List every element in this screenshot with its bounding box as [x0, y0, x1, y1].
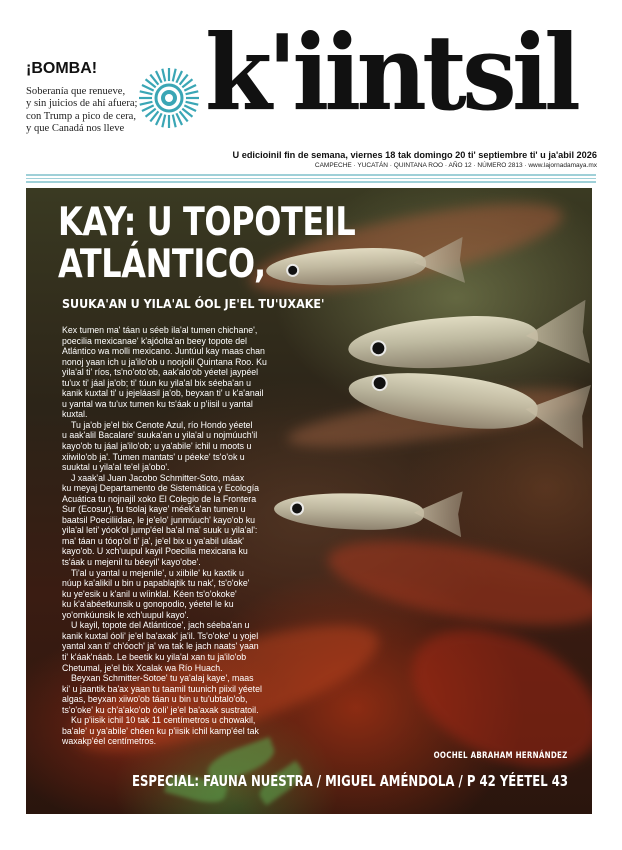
sun-ray: [184, 85, 196, 91]
sun-ray: [186, 102, 199, 105]
bomba-title: ¡BOMBA!: [26, 60, 98, 77]
sun-ray: [186, 91, 199, 94]
cover-subheadline: SUUKA'AN U YILA'AL ÓOL JE'EL TU'UXAKE': [62, 296, 325, 311]
article-line: kayo'ob. U xch'uupul kayil Poecilia mexicana ku: [62, 546, 248, 557]
header-divider: [26, 172, 596, 183]
article-line: u aak'alil Bacalare' suuka'an u yila'al u nojmúuch'il: [62, 430, 258, 441]
article-line: ku meyaj Departamento de Sistemática y Ecología: [62, 483, 260, 494]
article-line: núup ka'alikil u bin u papablajtik tu nak', ts'o'oke': [62, 578, 250, 589]
article-line: Atlántico wa molli mexicano. Juntúul kay maas chan: [62, 346, 265, 357]
sun-ray: [156, 71, 162, 83]
sun-ray: [142, 105, 154, 111]
sun-ray: [156, 113, 162, 125]
sun-ray: [184, 105, 196, 111]
article-line: yila'al leti' yóok'ol jump'éel ba'al ma' suuk u yila'al':: [62, 525, 258, 536]
fish-4: [273, 485, 465, 540]
article-line: suuktal u yila'al te'el ja'obo'.: [62, 462, 170, 473]
article-line: Kex tumen ma' táan u séeb ila'al tumen chichane',: [62, 325, 258, 335]
article-line: Ti'al u yantal u mejenile', u xiibile' ku kaxtik u: [71, 567, 244, 578]
sun-logo-icon: [137, 66, 201, 130]
article-line: ma' táan u tóop'ol ti' ja', je'el bix u ya'abil uláak': [62, 535, 244, 546]
masthead-logo[interactable]: k'iintsil: [205, 11, 577, 134]
verse-line: y sin juicios de ahí afuera;: [26, 98, 138, 110]
article-line: kanik kuxtal ti' u jejeláasil ja'ob, beyxan ti' u k'a'anail: [62, 388, 264, 399]
sun-ray: [140, 91, 153, 94]
article-line: Acuática tu nojnajil xoko El Colegio de la Frontera: [62, 493, 257, 504]
article-line: kuxtal.: [62, 409, 88, 420]
article-line: yo'omkúunsik le xch'uupul kayo'.: [62, 609, 189, 620]
article-body: [62, 325, 284, 747]
edition-line: U edicioinil fin de semana, viernes 18 tak domingo 20 ti' septiembre ti' u ja'abil 2026: [232, 150, 597, 160]
sun-ray: [176, 113, 182, 125]
article-line: Chetumal, je'el bix Xcalak wa Río Huach.: [62, 662, 223, 673]
verse-line: Soberanía que renueve,: [26, 86, 126, 97]
cover-headline: [58, 202, 355, 286]
article-line: U kayil, topote del Atlánticoe', jach séeba'an u: [71, 620, 250, 631]
photo-credit: OOCHEL ABRAHAM HERNÁNDEZ: [434, 750, 568, 760]
article-line: ts'o'oke' ku ch'a'ako'ob óoli' je'el ba'axak sustratoil.: [62, 704, 259, 715]
article-line: baatsil Poeciliidae, le je'elo' junmúuch' kayo'ob ku: [62, 514, 256, 525]
verse-line: con Trump a pico de cera,: [26, 110, 137, 122]
headline-line: ATLÁNTICO,: [58, 242, 266, 287]
sun-ray: [140, 102, 153, 105]
article-line: yila'al ti' ríos, ts'no'oto'ob, aak'alo'ob yéetel jaypéel: [62, 367, 259, 378]
article-line: u yantal wa tu'ux tumen ku ts'áak u p'iisil u yantal: [62, 398, 253, 409]
article-line: xiiwilo'ob ja'. Tumen mantats' u péeke' ts'o'ok u: [62, 451, 245, 462]
article-line: ku k'a'abéetkunsik u gonopodio, yéetel le ku: [62, 599, 234, 610]
article-line: poecilia mexicanae' k'ajóolta'an beey topote del: [62, 335, 248, 346]
article-line: algas, beyxan xiiwo'ob táan u bin u tu'ubtalo'ob,: [62, 694, 248, 705]
article-line: tu'ux ti' jáal ja'ob; ti' túun ku yila'al bix séeba'an u: [62, 377, 252, 388]
article-line: ku ye'esik u k'anil u wíinklal. Kéen ts'o'okoke': [62, 588, 237, 599]
bomba-verse: [26, 86, 144, 136]
article-line: ti' k'áak'náab. Le beetik ku yila'al xan tu ja'ilo'ob: [62, 651, 247, 662]
article-line: kanik kuxtal óoli' je'el ba'axak' ja'il. Ts'o'oke' u yojel: [62, 630, 259, 641]
article-line: Beyxan Schmitter-Sotoe' tu ya'alaj kaye', maas: [71, 673, 254, 684]
sun-ray: [176, 71, 182, 83]
sun-ray: [173, 115, 176, 128]
cover-photo: [26, 188, 592, 814]
sun-ray: [162, 115, 165, 128]
article-line: ba'ale' u ya'abile' chéen ku p'iisik ichil kamp'éel tak: [62, 725, 259, 736]
article-line: J xaak'al Juan Jacobo Schmitter-Soto, máax: [71, 472, 245, 483]
article-line: Ku p'iisik ichil 10 tak 11 centímetros u chowakil,: [71, 715, 256, 726]
article-line: kayo'ob tu jáal ja'ilo'ob; u ya'abile' ichil u moots u: [62, 441, 252, 452]
article-line: Tu ja'ob je'el bix Cenote Azul, río Hondo yéetel: [71, 419, 253, 430]
sun-ray: [142, 85, 154, 91]
article-line: ki' u jaantik ba'ax yaan tu taamil tuunich piixil yéetel: [62, 683, 262, 694]
article-line: Sur (Ecosur), tu tsolaj kaye' méek'a'an tumen u: [62, 504, 246, 515]
publication-info-line: CAMPECHE · YUCATÁN · QUINTANA ROO · AÑO 12 · NÚMERO 2813 · www.lajornadamaya.mx: [314, 162, 597, 169]
article-line: yantal xan ti' ch'óoch' ja' wa tak le jach naats' yaan: [62, 641, 259, 652]
article-line: ts'áak u mejenil tu béeyil' kayo'obe'.: [62, 557, 201, 568]
verse-line: y que Canadá nos lleve: [26, 123, 125, 135]
headline-line: KAY: U TOPOTEIL: [58, 200, 356, 245]
special-section-line[interactable]: ESPECIAL: FAUNA NUESTRA / MIGUEL AMÉNDOLA / P 42 YÉETEL 43: [131, 772, 568, 790]
article-line: waxakp'éel centímetros.: [62, 736, 157, 747]
sun-ray: [173, 69, 176, 82]
sun-ray: [162, 69, 165, 82]
article-line: nonoj yaan ich u ja'ilo'ob u noojolil Quintana Roo. Ku: [62, 356, 267, 367]
